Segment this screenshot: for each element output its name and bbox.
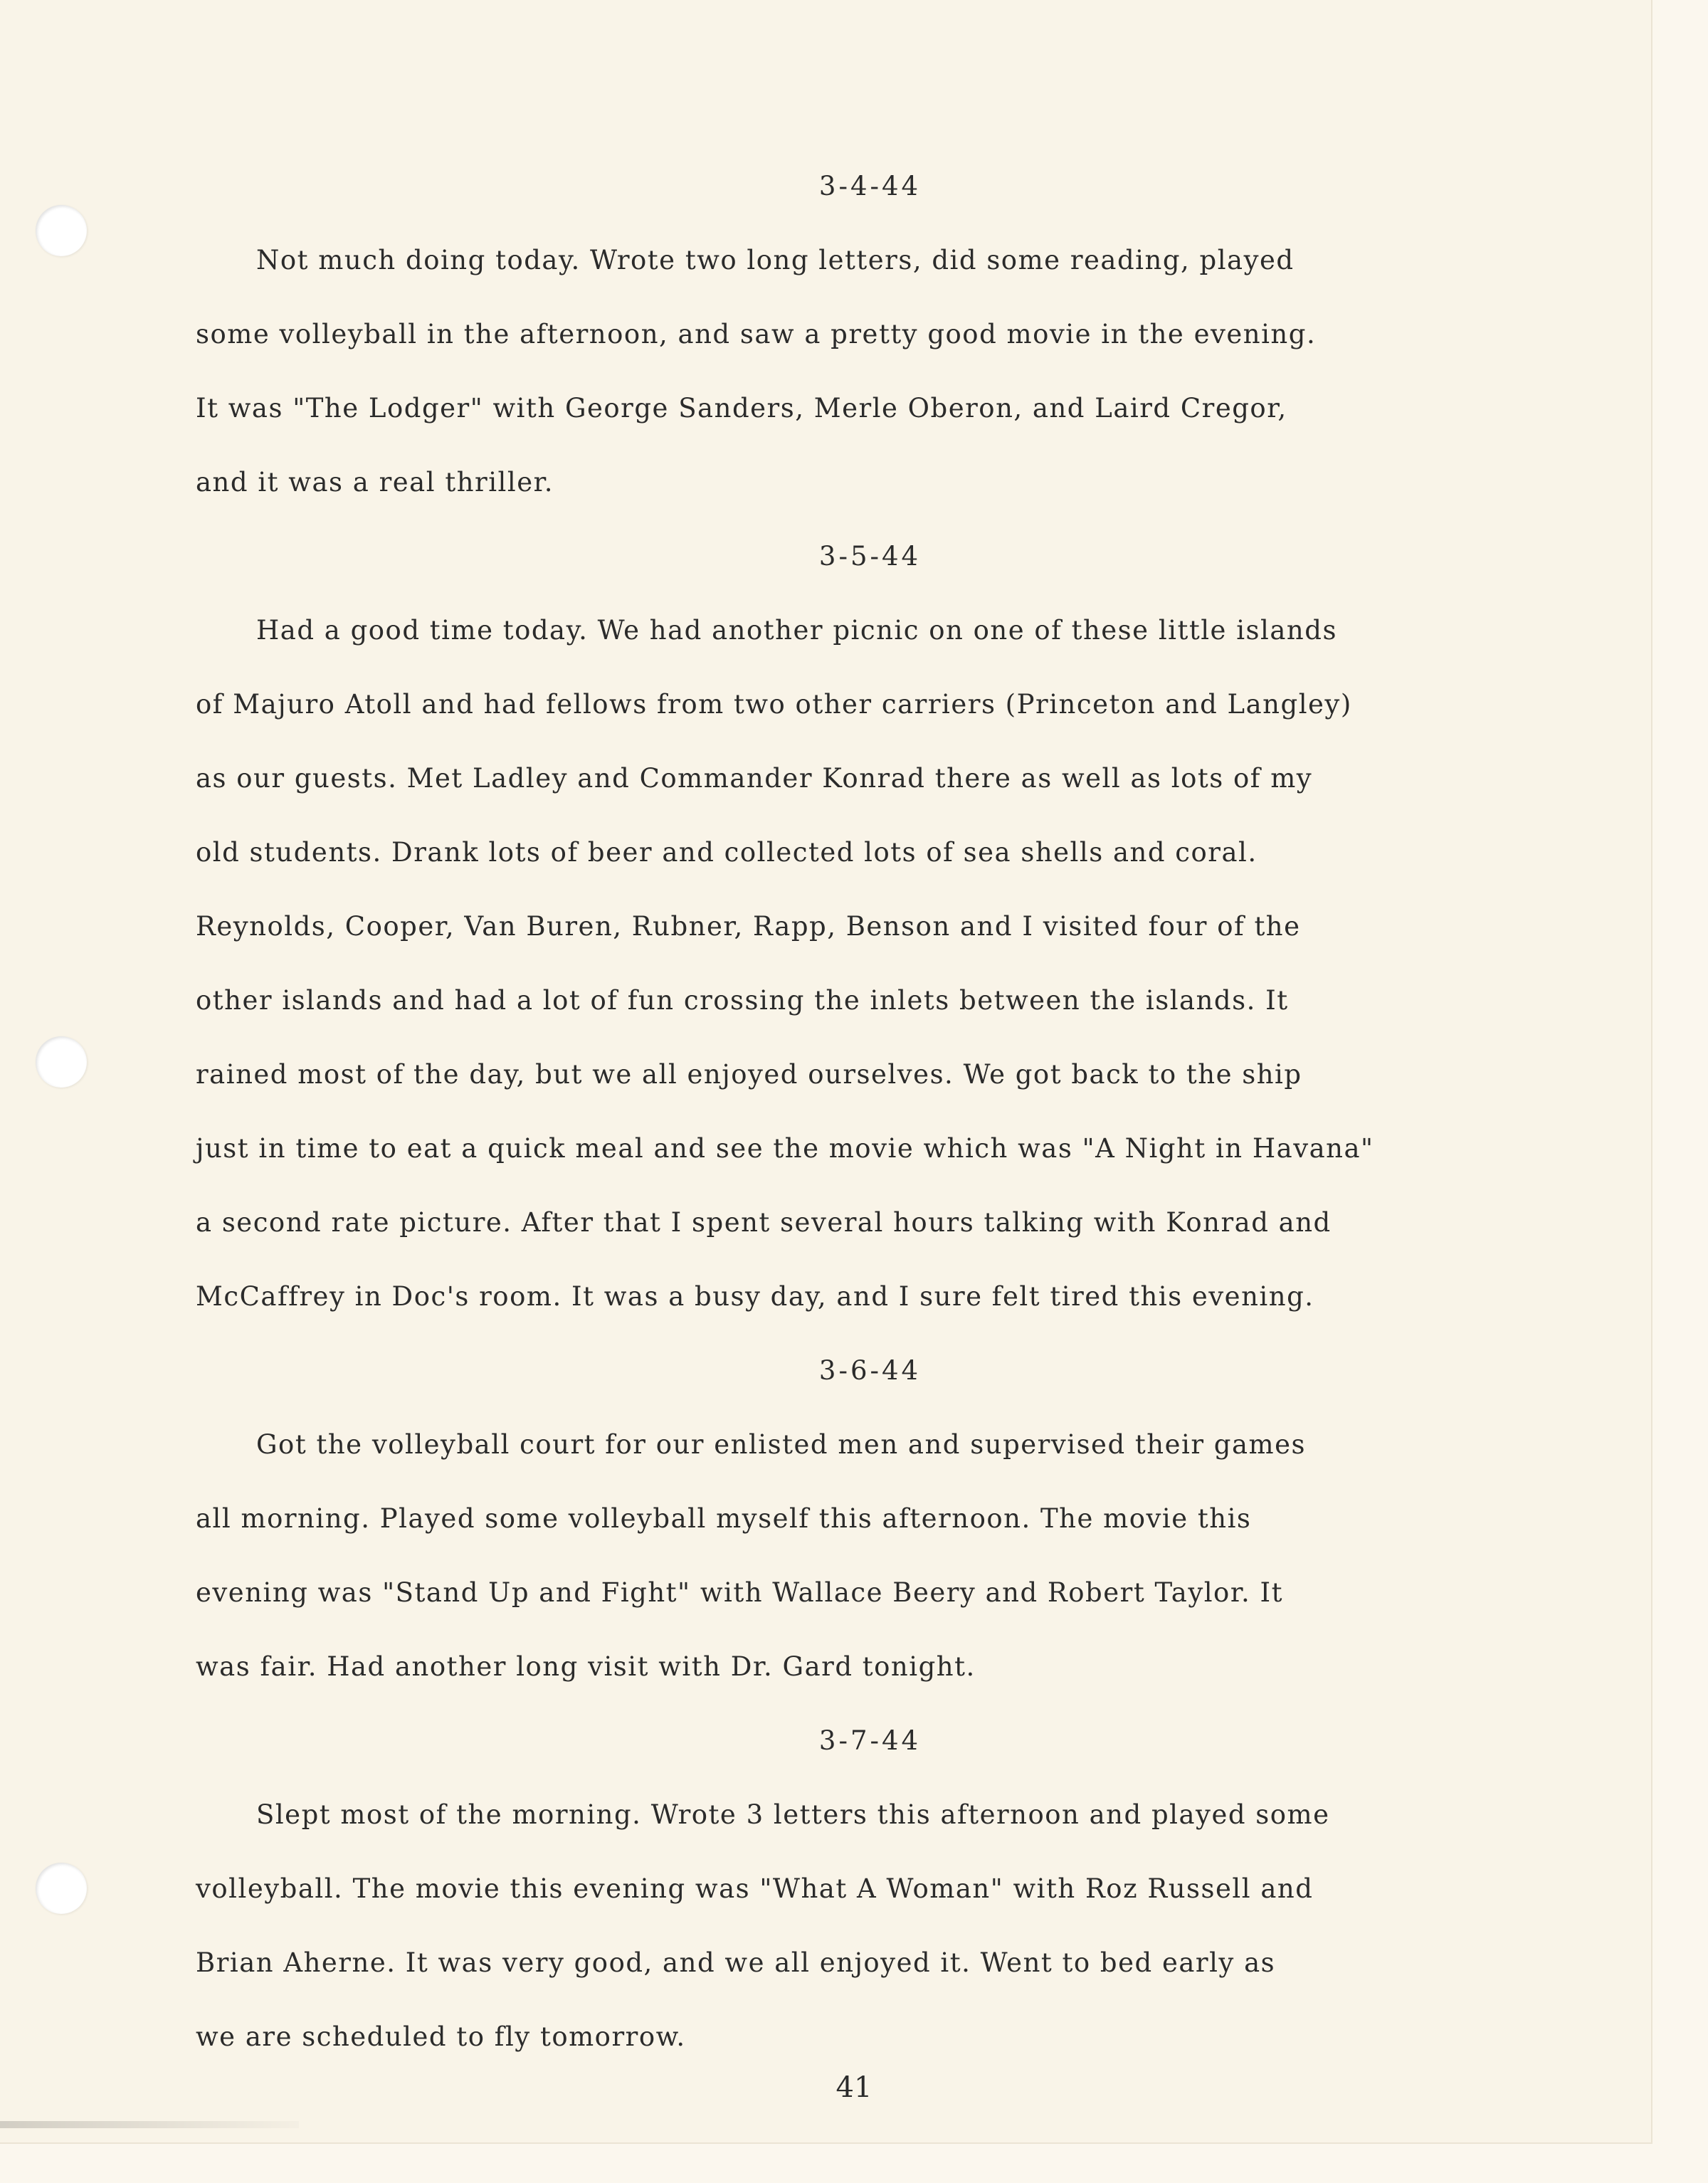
- entry-line: Had a good time today. We had another picnic on one of these little islands: [256, 615, 1337, 646]
- entry-line: we are scheduled to fly tomorrow.: [196, 2021, 686, 2052]
- punch-hole: [36, 1036, 87, 1088]
- entry-line: rained most of the day, but we all enjoyed ourselves. We got back to the ship: [196, 1059, 1302, 1090]
- punch-hole: [36, 205, 87, 256]
- entry-line: of Majuro Atoll and had fellows from two other carriers (Princeton and Langley): [196, 689, 1352, 720]
- page-number: 41: [835, 2071, 873, 2104]
- entry-line: McCaffrey in Doc's room. It was a busy day, and I sure felt tired this evening.: [196, 1281, 1314, 1312]
- entry-line: Brian Aherne. It was very good, and we all enjoyed it. Went to bed early as: [196, 1947, 1276, 1978]
- entry-date: 3-7-44: [818, 1725, 922, 1756]
- entry-line: volleyball. The movie this evening was "What A Woman" with Roz Russell and: [196, 1873, 1314, 1904]
- entry-line: Reynolds, Cooper, Van Buren, Rubner, Rapp, Benson and I visited four of the: [196, 911, 1301, 942]
- entry-line: as our guests. Met Ladley and Commander Konrad there as well as lots of my: [196, 763, 1313, 794]
- scan-edge-mark: [0, 2121, 299, 2128]
- entry-line: Not much doing today. Wrote two long letters, did some reading, played: [256, 245, 1295, 275]
- entry-line: some volleyball in the afternoon, and saw a pretty good movie in the evening.: [196, 319, 1317, 349]
- entry-line: and it was a real thriller.: [196, 467, 554, 498]
- entry-date: 3-6-44: [818, 1355, 922, 1386]
- entry-line: other islands and had a lot of fun crossing the inlets between the islands. It: [196, 985, 1289, 1016]
- entry-line: evening was "Stand Up and Fight" with Wallace Beery and Robert Taylor. It: [196, 1577, 1283, 1608]
- punch-hole: [36, 1863, 87, 1914]
- diary-text: [196, 149, 1544, 2074]
- entry-line: old students. Drank lots of beer and collected lots of sea shells and coral.: [196, 837, 1258, 868]
- entry-line: Slept most of the morning. Wrote 3 letters this afternoon and played some: [256, 1799, 1330, 1830]
- entry-line: all morning. Played some volleyball myself this afternoon. The movie this: [196, 1503, 1252, 1534]
- entry-line: just in time to eat a quick meal and see the movie which was "A Night in Havana": [196, 1133, 1374, 1164]
- entry-date: 3-4-44: [818, 171, 922, 201]
- entry-date: 3-5-44: [818, 541, 922, 572]
- entry-line: was fair. Had another long visit with Dr. Gard tonight.: [196, 1651, 976, 1682]
- entry-line: It was "The Lodger" with George Sanders, Merle Oberon, and Laird Cregor,: [196, 393, 1287, 424]
- entry-line: a second rate picture. After that I spent several hours talking with Konrad and: [196, 1207, 1332, 1238]
- entry-line: Got the volleyball court for our enlisted men and supervised their games: [256, 1429, 1306, 1460]
